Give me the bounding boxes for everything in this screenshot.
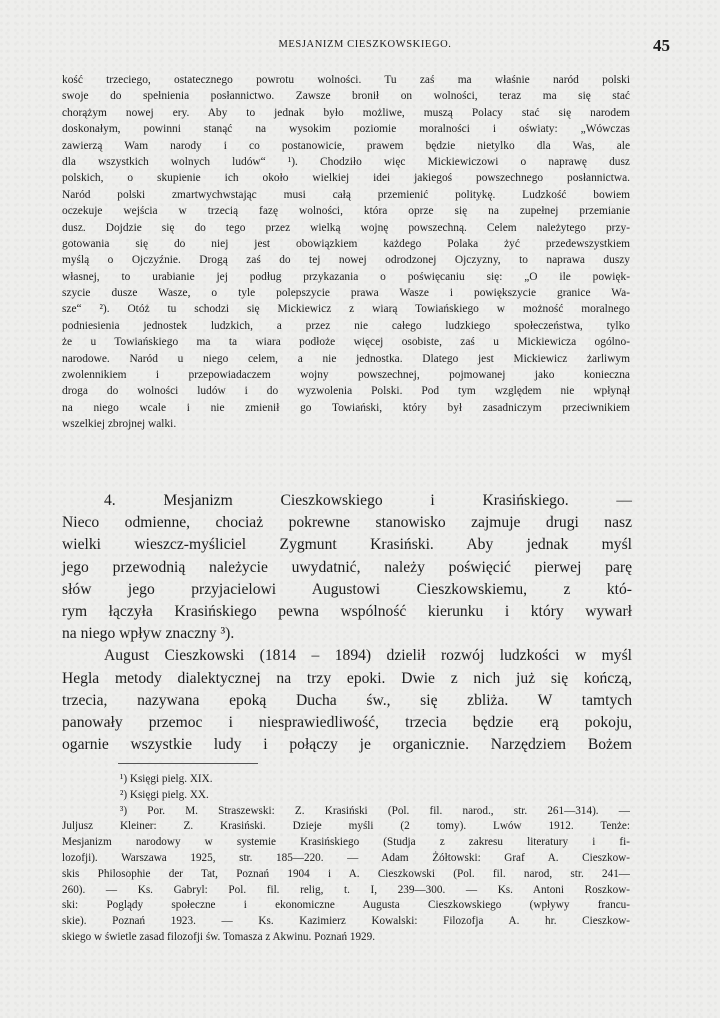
text-line: August Cieszkowski (1814 – 1894) dzielił rozwój ludzkości w myśl [104, 647, 632, 665]
footnote-line: ²) Księgi pielg. XX. [120, 788, 209, 801]
text-line: jego przewodnią należycie uwydatnić, należy poświęcić pierwej parę [62, 558, 632, 576]
text-line: na niego wcale i nie zmienił go Towiański, który był zasadniczym przeciwnikiem [62, 401, 630, 414]
text-line: oczekuje wejścia w trzecią fazę wolności, która oprze się na zupełnej przemianie [62, 205, 630, 218]
section-heading-line: 4. Mesjanizm Cieszkowskiego i Krasińskiego. — [104, 492, 632, 509]
text-line: słów jego przyjacielowi Augustowi Cieszkowskiemu, z któ- [62, 580, 632, 598]
text-line: wielki wieszcz-myśliciel Zygmunt Krasiński. Aby jednak myśl [62, 536, 632, 554]
text-line: myślą o Ojczyźnie. Drogą zaś do tej nowej odrodzonej Ojczyzny, to naprawa duszy [62, 254, 630, 267]
text-line: zawierzą Wam narody i co postanowicie, prawem będzie nietylko dla Was, ale [62, 139, 630, 152]
text-line: Hegla metody dialektycznej na trzy epoki. Dwie z nich już się kończą, [62, 669, 632, 687]
text-line: polskich, o skupienie ich około wielkiej idei jakiegoś powszechnego posłannictwa. [62, 172, 630, 185]
text-line: wszelkiej zbrojnej walki. [62, 418, 177, 431]
footnote-divider [118, 763, 258, 764]
footnote-line: Juljusz Kleiner: Z. Krasiński. Dzieje myśli (2 tomy). Lwów 1912. Tenże: [62, 820, 630, 833]
text-line: Naród polski zmartwychwstając musi całą przemienić politykę. Ludzkość bowiem [62, 188, 630, 201]
running-title: MESJANIZM CIESZKOWSKIEGO. [278, 39, 452, 50]
text-line: na niego wpływ znaczny ³). [62, 625, 235, 643]
footnote-line: ¹) Księgi pielg. XIX. [120, 773, 213, 785]
text-line: dusz. Dojdzie się do tego przez wielką wojnę powszechną. Celem należytego przy- [62, 221, 630, 234]
text-line: własnej, to urabianie jej podług przykazania o poświęcaniu się: „O ile powięk- [62, 270, 630, 283]
text-line: kość trzeciego, ostatecznego powrotu wolności. Tu zaś ma właśnie naród polski [62, 74, 630, 86]
text-line: gotowania się do niej jest obowiązkiem każdego Polaka żyć przedewszystkiem [62, 237, 630, 250]
text-line: droga do wolności ludów i do wyzwolenia Polski. Pod tym względem nie wpłynął [62, 385, 630, 398]
footnote-line: 260). — Ks. Gabryl: Pol. fil. relig, t. I, 239—300. — Ks. Antoni Roszkow- [62, 883, 630, 896]
text-line: szycie dusze Wasze, o tyle polepszycie prawa Wasze i powiększycie granice Wa- [62, 287, 630, 300]
running-head [60, 36, 670, 56]
main-paragraph [62, 490, 632, 756]
text-line: podniesienia jednostek ludzkich, a przez nie całego ludzkiego społeczeństwa, tylko [62, 319, 630, 332]
footnotes [62, 772, 630, 946]
text-line: zwolennikiem i przepowiadaczem wojny powszechnej, pojmowanej jako konieczna [62, 369, 630, 382]
text-line: panowały przemoc i niesprawiedliwość, trzecia będzie erą pokoju, [62, 713, 632, 731]
footnote-line: skis Philosophie der Tat, Poznań 1904 i A. Cieszkowski (Pol. fil. narod, str. 241— [62, 867, 630, 880]
page-number: 45 [653, 36, 670, 55]
text-line: że u Towiańskiego ma ta wiara podłoże więcej osobiste, zaś u Mickiewicza ogólno- [62, 336, 630, 349]
text-line: ogarnie wszystkie ludy i połączy je organicznie. Narzędziem Bożem [62, 736, 632, 754]
footnote-line: Mesjanizm narodowy w systemie Krasińskiego (Studja z zakresu literatury i fi- [62, 836, 630, 849]
text-line: narodowe. Naród u niego celem, a nie jednostka. Dlatego jest Mickiewicz żarliwym [62, 352, 630, 365]
small-print-paragraph [62, 72, 630, 433]
text-line: sze“ ²). Otóż tu schodzi się Mickiewicz z wiarą Towiańskiego w możność moralnego [62, 303, 630, 316]
text-line: chorążym nowej ery. Aby to jednak było możliwe, muszą Polacy stać się narodem [62, 106, 630, 119]
footnote-line: ³) Por. M. Straszewski: Z. Krasiński (Pol. fil. narod., str. 261—314). — [120, 804, 630, 817]
footnote-line: skiego w świetle zasad filozofji św. Tomasza z Akwinu. Poznań 1929. [62, 930, 376, 943]
footnote-line: skie). Poznań 1923. — Ks. Kazimierz Kowalski: Filozofja A. hr. Cieszkow- [62, 915, 630, 928]
footnote-line: ski: Poglądy społeczne i ekonomiczne Augusta Cieszkowskiego (wpływy francu- [62, 899, 630, 912]
text-line: rym łączyła Krasińskiego pewna wspólność kierunku i który wywarł [62, 602, 632, 620]
text-line: doskonałym, powinni stanąć na wysokim poziomie moralności i oświaty: „Wówczas [62, 123, 630, 136]
text-line: swoje do spełnienia posłannictwo. Zawsze bronił on wolności, teraz ma się stać [62, 90, 630, 103]
text-line: trzecia, nazywana epoką Ducha św., się zbliża. W tamtych [62, 691, 632, 709]
text-line: dla wszystkich wolnych ludów“ ¹). Chodziło więc Mickiewiczowi o naprawę dusz [62, 155, 630, 168]
text-line: Nieco odmienne, chociaż pokrewne stanowisko zajmuje drugi nasz [62, 514, 632, 532]
footnote-line: lozofji). Warszawa 1925, str. 185—220. — Adam Żółtowski: Graf A. Cieszkow- [62, 851, 630, 864]
